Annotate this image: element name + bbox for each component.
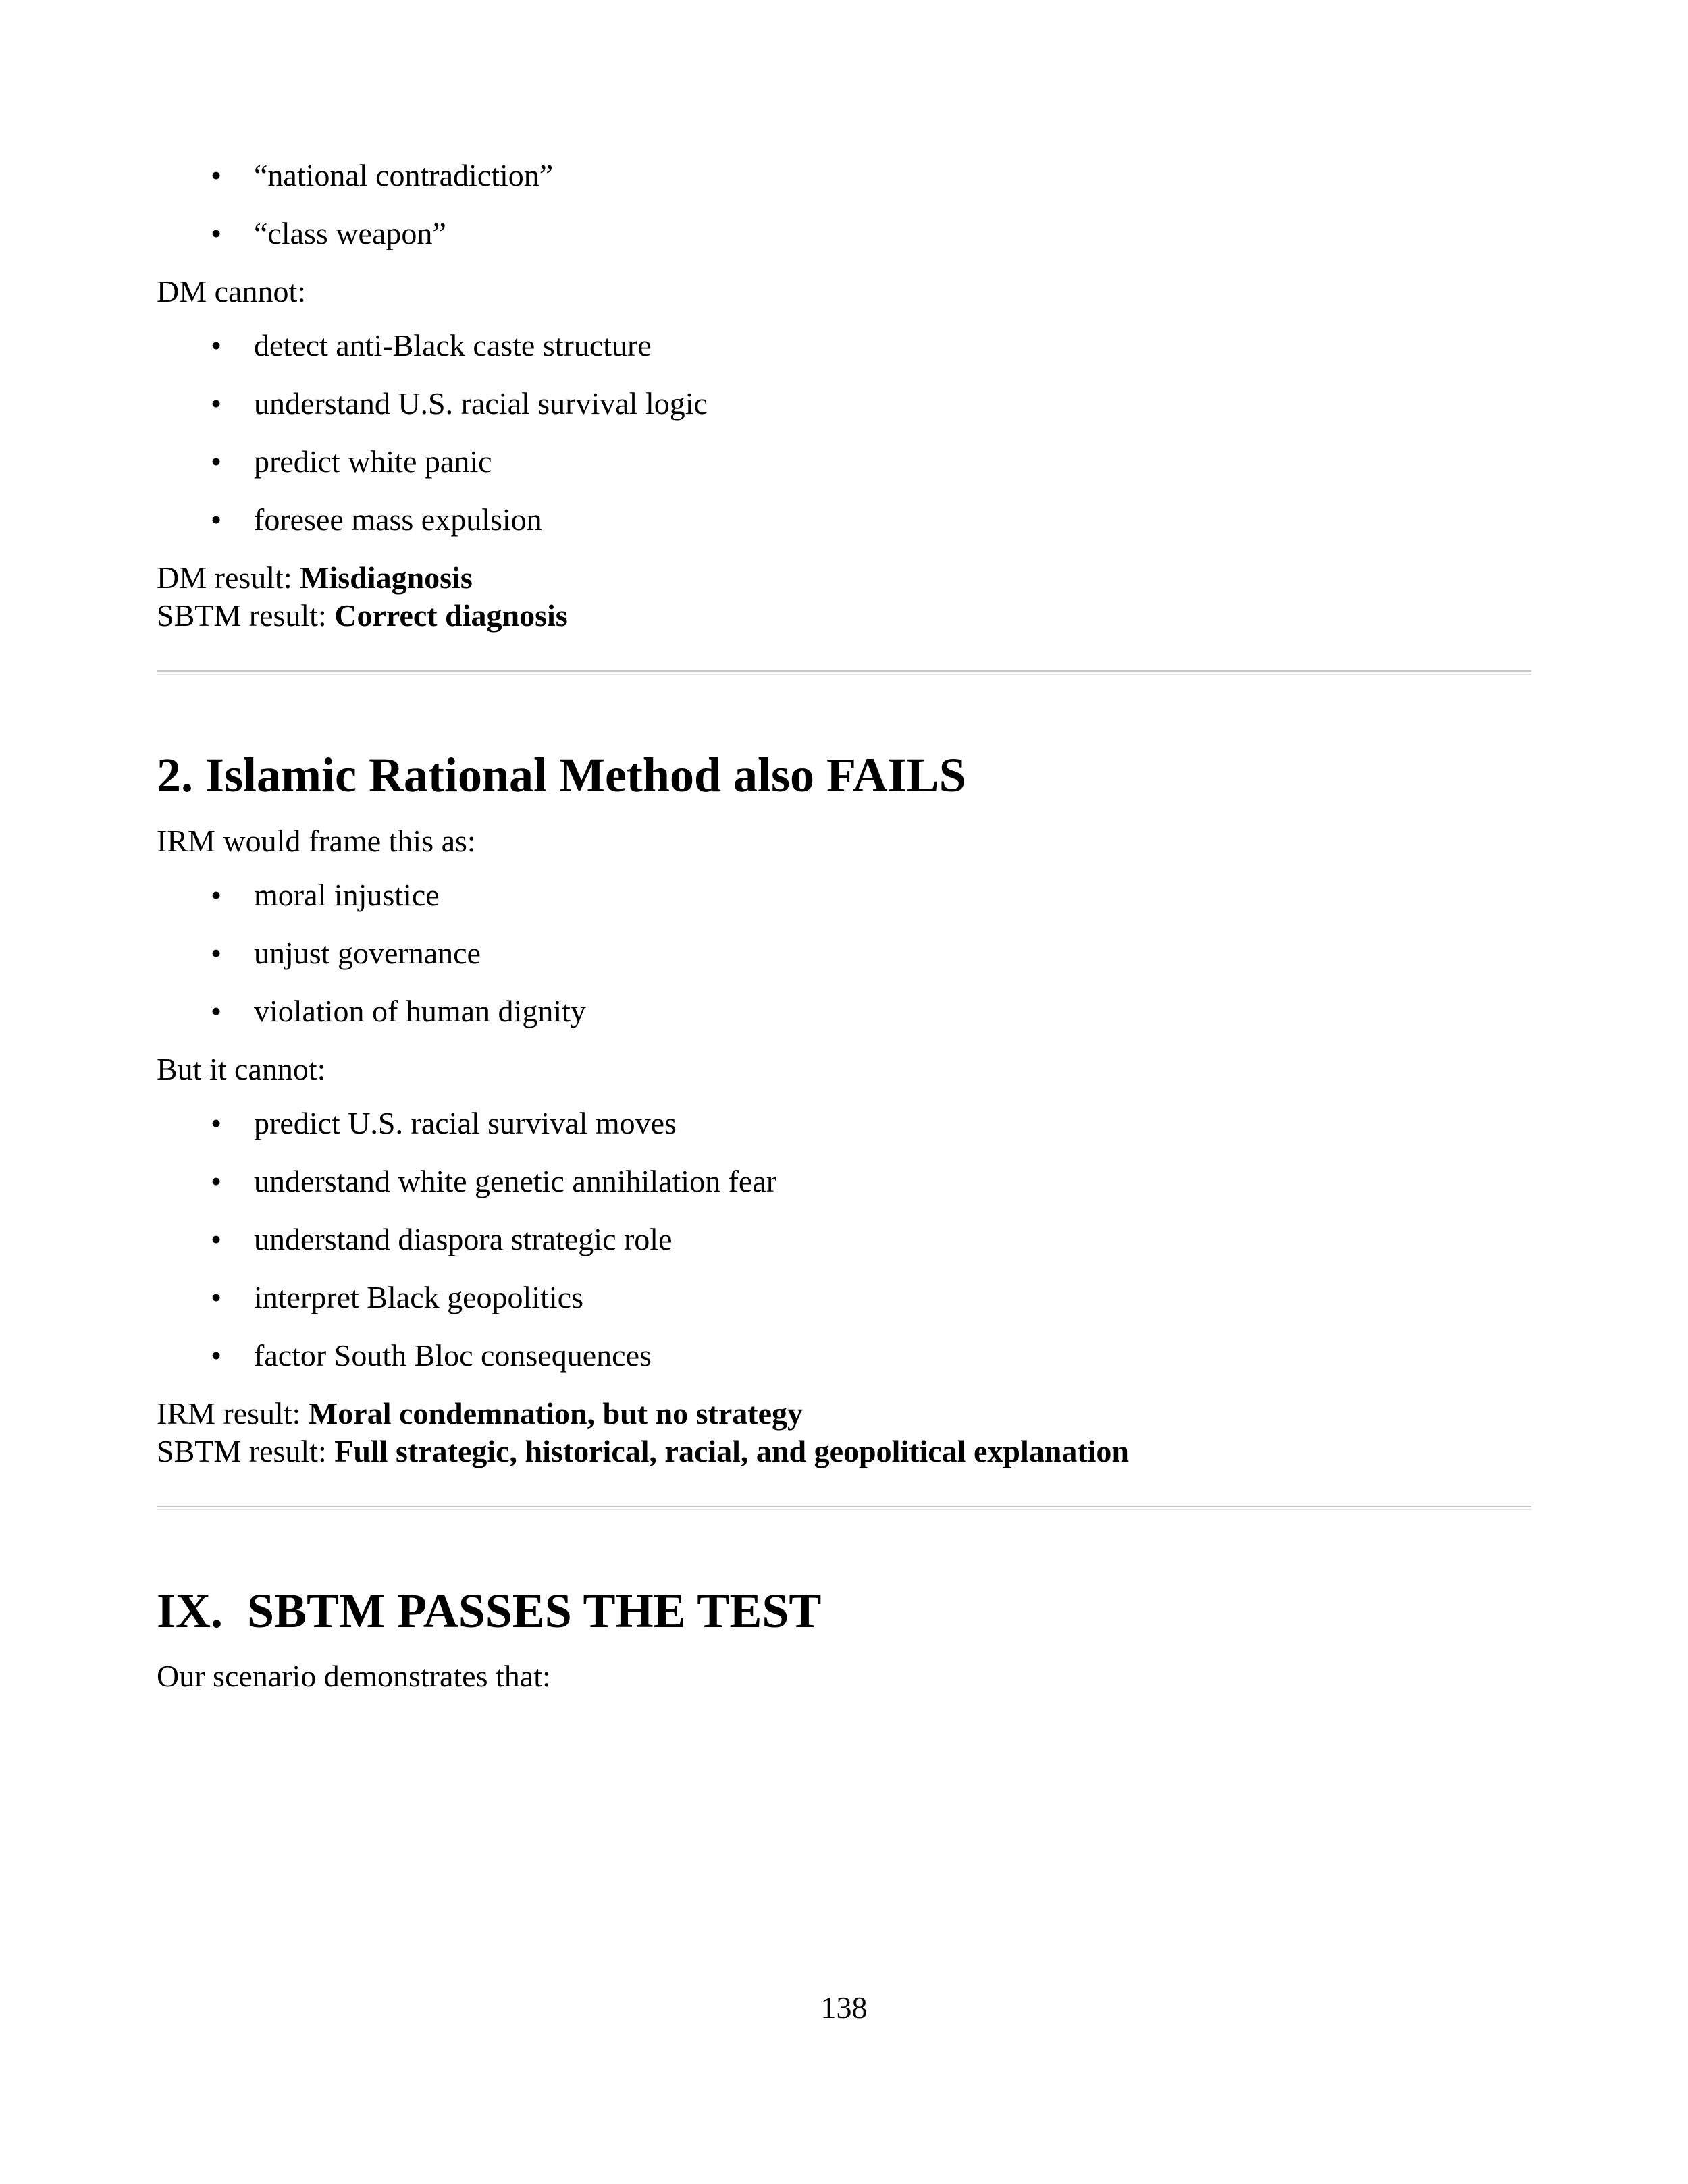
irm-result-label: IRM result: [157,1396,309,1431]
bullet-text: “national contradiction” [254,158,554,192]
irm-sbtm-result [157,1433,1129,1470]
bullet-item [211,992,586,1030]
bullet-text: understand white genetic annihilation fear [254,1164,777,1198]
bullet-item [211,327,652,365]
bullet-glyph: • [211,502,222,537]
horizontal-divider [157,670,1531,675]
dm-result-value: Misdiagnosis [300,560,473,595]
irm-frame-label: IRM would frame this as: [157,824,476,858]
bullet-item [211,1337,652,1375]
ix-intro: Our scenario demonstrates that: [157,1659,551,1693]
bullet-item [211,501,542,539]
section-heading-ix: IX. SBTM PASSES THE TEST [157,1584,822,1638]
bullet-text: factor South Bloc consequences [254,1338,652,1373]
dm-cannot-label: DM cannot: [157,274,307,309]
sbtm-result-label: SBTM result: [157,598,335,633]
bullet-text: predict U.S. racial survival moves [254,1106,677,1140]
bullet-text: predict white panic [254,444,492,479]
bullet-text: foresee mass expulsion [254,502,542,537]
bullet-glyph: • [211,328,222,363]
bullet-glyph: • [211,158,222,192]
horizontal-divider [157,1506,1531,1510]
sbtm-result-value: Full strategic, historical, racial, and geopolitical explanation [334,1434,1130,1468]
bullet-glyph: • [211,386,222,421]
bullet-text: detect anti-Black caste structure [254,328,652,363]
bullet-glyph: • [211,1222,222,1256]
bullet-text: understand U.S. racial survival logic [254,386,708,421]
bullet-glyph: • [211,444,222,479]
dm-result [157,559,473,597]
bullet-glyph: • [211,1280,222,1314]
section-heading-irm: 2. Islamic Rational Method also FAILS [157,748,966,802]
irm-result [157,1395,803,1433]
bullet-text: interpret Black geopolitics [254,1280,583,1314]
dm-result-label: DM result: [157,560,300,595]
bullet-item [211,1104,677,1142]
bullet-glyph: • [211,1164,222,1198]
bullet-text: understand diaspora strategic role [254,1222,672,1256]
bullet-glyph: • [211,878,222,912]
bullet-item [211,1221,672,1258]
bullet-item [211,876,440,914]
bullet-item [211,215,446,252]
sbtm-result-label: SBTM result: [157,1434,335,1468]
bullet-text: unjust governance [254,936,481,970]
sbtm-result-value: Correct diagnosis [334,598,568,633]
dm-sbtm-result [157,597,568,635]
bullet-item [211,385,708,423]
bullet-item [211,1163,776,1200]
bullet-item [211,1279,583,1316]
bullet-glyph: • [211,1338,222,1373]
bullet-item [211,157,553,194]
bullet-text: moral injustice [254,878,440,912]
irm-result-value: Moral condemnation, but no strategy [308,1396,803,1431]
bullet-glyph: • [211,216,222,250]
bullet-item [211,934,481,972]
bullet-text: violation of human dignity [254,994,586,1028]
bullet-glyph: • [211,936,222,970]
bullet-glyph: • [211,994,222,1028]
irm-cannot-label: But it cannot: [157,1052,326,1086]
bullet-text: “class weapon” [254,216,446,250]
page-number: 138 [820,1990,868,2025]
bullet-glyph: • [211,1106,222,1140]
bullet-item [211,443,492,481]
